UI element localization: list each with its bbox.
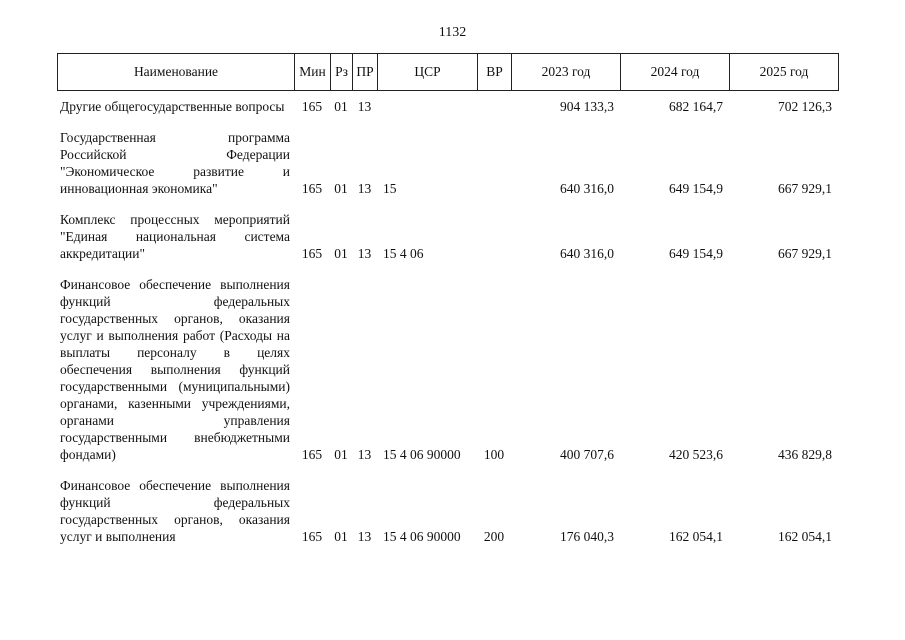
row-amount-2023: 904 133,3 (560, 99, 614, 114)
row-csr: 15 4 06 90000 (383, 529, 461, 544)
header-2024: 2024 год (621, 54, 730, 91)
table-row (57, 129, 838, 211)
row-vr (477, 98, 511, 129)
row-amount-2025: 667 929,1 (778, 181, 832, 196)
row-min: 165 (301, 529, 323, 544)
row-amount-2024: 162 054,1 (669, 529, 723, 544)
row-amount-2025: 667 929,1 (778, 246, 832, 261)
header-rz: Рз (331, 54, 353, 91)
header-2023: 2023 год (512, 54, 621, 91)
row-name: Комплекс процессных мероприятий "Единая национальная система аккредитации" (60, 212, 290, 261)
row-csr: 15 (383, 181, 397, 196)
table-row (57, 211, 838, 276)
row-rz: 01 (334, 529, 348, 544)
page-number: 1132 (438, 25, 467, 40)
row-vr: 200 (483, 529, 505, 544)
header-2025: 2025 год (730, 54, 839, 91)
row-amount-2023: 400 707,6 (560, 447, 614, 462)
row-amount-2024: 682 164,7 (669, 99, 723, 114)
row-csr: 15 4 06 90000 (383, 447, 461, 462)
row-pr: 13 (357, 447, 372, 462)
row-rz: 01 (334, 447, 348, 462)
row-amount-2024: 649 154,9 (669, 181, 723, 196)
header-csr: ЦСР (378, 54, 478, 91)
row-name: Государственная программа Российской Федерации "Экономическое развитие и инновационная экономика" (60, 130, 290, 196)
row-name: Другие общегосударственные вопросы (60, 99, 285, 114)
header-name: Наименование (58, 54, 295, 91)
row-pr: 13 (357, 181, 372, 196)
row-csr: 15 4 06 (383, 246, 424, 261)
header-min: Мин (295, 54, 331, 91)
row-min: 165 (301, 99, 323, 114)
row-vr (477, 129, 511, 211)
row-pr: 13 (357, 246, 372, 261)
row-min: 165 (301, 447, 323, 462)
row-amount-2025: 436 829,8 (778, 447, 832, 462)
row-vr: 100 (483, 447, 505, 462)
row-name: Финансовое обеспечение выполнения функций федеральных государственных органов, оказания услуг и выполнения работ (Расходы на выплаты персоналу в целях обеспечения выполнения функций государственными (муниципальными) органами, казенными учреждениями, органами управления государственными внебюджетными фондами) (60, 277, 290, 462)
table-row (57, 276, 838, 477)
row-amount-2025: 702 126,3 (778, 99, 832, 114)
row-amount-2024: 649 154,9 (669, 246, 723, 261)
row-rz: 01 (334, 246, 348, 261)
row-min: 165 (301, 246, 323, 261)
table-row (57, 477, 838, 545)
row-min: 165 (301, 181, 323, 196)
row-pr: 13 (357, 529, 372, 544)
row-rz: 01 (334, 99, 348, 114)
row-rz: 01 (334, 181, 348, 196)
table-row (57, 98, 838, 129)
header-vr: ВР (478, 54, 512, 91)
row-amount-2024: 420 523,6 (669, 447, 723, 462)
header-pr: ПР (353, 54, 378, 91)
row-pr: 13 (357, 99, 372, 114)
row-amount-2025: 162 054,1 (778, 529, 832, 544)
row-amount-2023: 640 316,0 (560, 246, 614, 261)
table-header (57, 53, 839, 91)
row-name: Финансовое обеспечение выполнения функций федеральных государственных органов, оказания услуг и выполнения (60, 478, 290, 544)
row-vr (477, 211, 511, 276)
row-csr (377, 98, 477, 129)
row-amount-2023: 640 316,0 (560, 181, 614, 196)
budget-table-body (57, 98, 838, 545)
row-amount-2023: 176 040,3 (560, 529, 614, 544)
